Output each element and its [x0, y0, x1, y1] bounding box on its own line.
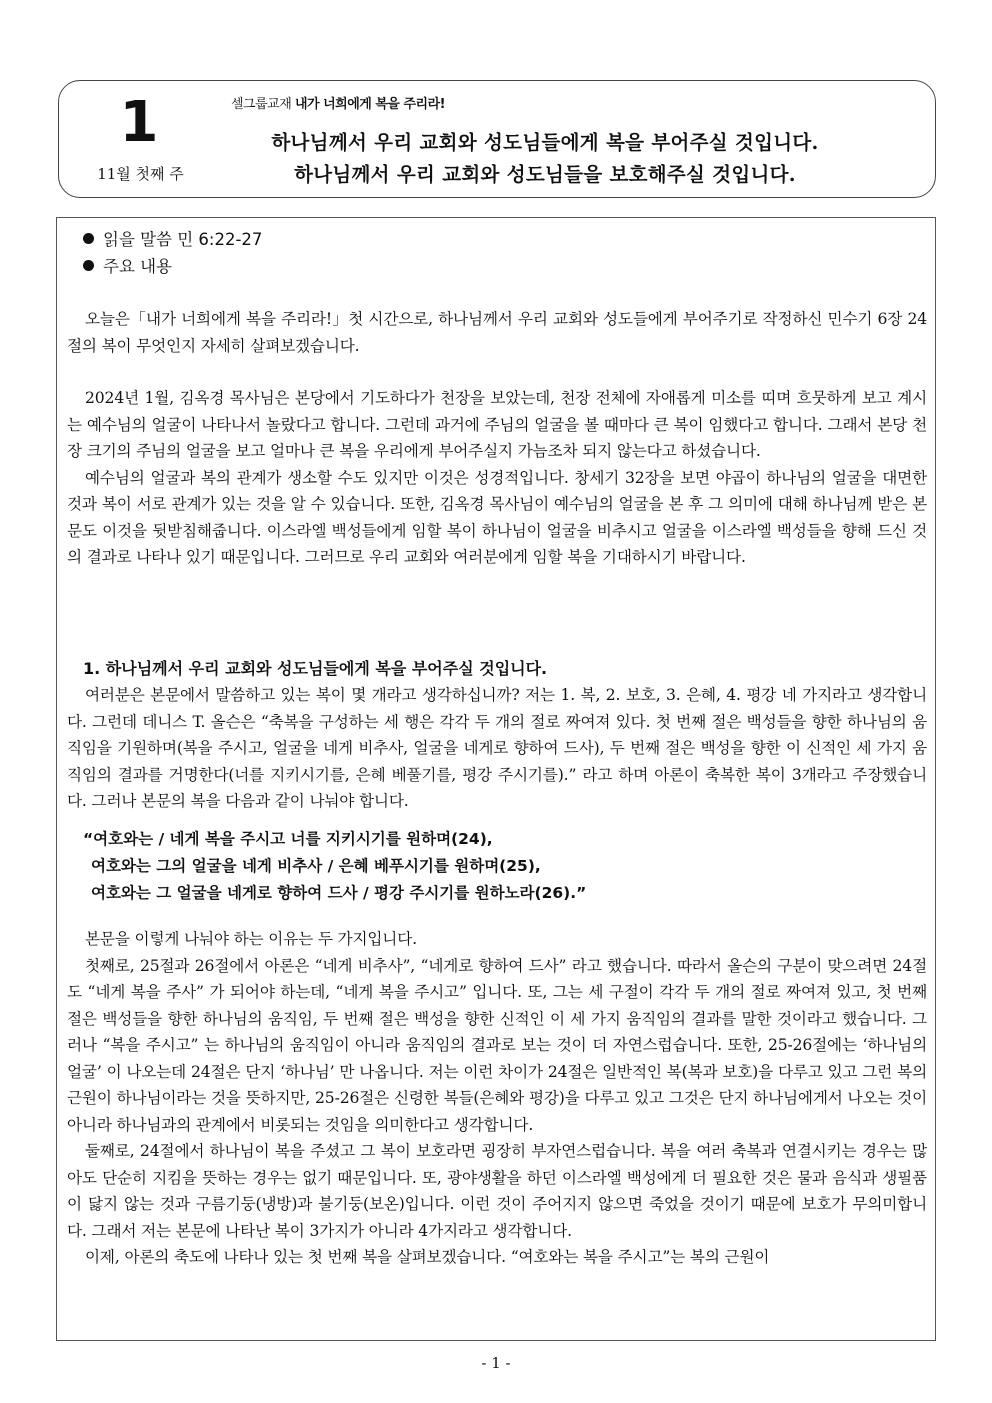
summary-text: 주요 내용 [103, 257, 173, 276]
reading-text: 읽을 말씀 민 6:22-27 [103, 230, 263, 249]
bullet-icon [83, 233, 94, 244]
quote-line: 여호와는 그 얼굴을 네게로 향하여 드사 / 평강 주시기를 원하노라(26).” [91, 884, 587, 902]
reasons-paragraph: 이제, 아론의 축도에 나타나 있는 첫 번째 복을 살펴보겠습니다. “여호와는 복을 주시고”는 복의 근원이 [85, 1248, 770, 1266]
quote-line: 여호와는 그의 얼굴을 네게 비추사 / 은혜 베푸시기를 원하며(25), [91, 857, 541, 875]
page-number: - 1 - [481, 1354, 511, 1372]
reasons-paragraph: 첫째로, 25절과 26절에서 아론은 “네게 비추사”, “네게로 향하여 드사” 라고 했습니다. 따라서 올슨의 구분이 맞으려면 24절도 “네게 복을 주사” 가 되어야 하는데, “네게 복을 주시고” 입니다. 또, 그는 세 구절이 각각 두 개의 절로 짜여져 있고, 첫 번째 절은 백성들을 향한 하나님의 움직임, 두 번째 절은 백성을 향한 신적인 이 세 가지 움직임의 결과를 말한 것이라고 했습니다. 그러나 “복을 주시고” 는 하나님의 움직임이 아니라 움직임의 결과로 보는 것이 더 자연스럽습니다. 또한, 25-26절에는 ‘하나님의 얼굴’ 이 나오는데 24절은 단지 ‘하나님’ 만 나옵니다. 저는 이런 차이가 24절은 일반적인 복(복과 보호)을 다루고 있고 그런 복의 근원이 하나님이라는 것을 뜻하지만, 25-26절은 신령한 복들(은혜와 평강)을 다루고 있고 그것은 단지 하나님에게서 나오는 것이 아니라 하나님과의 관계에서 비롯되는 것임을 의미한다고 생각합니다. [67, 956, 927, 1134]
quote-line: “여호와는 / 네게 복을 주시고 너를 지키시기를 원하며(24), [83, 830, 493, 848]
lesson-title-line2: 하나님께서 우리 교회와 성도님들을 보호해주실 것입니다. [294, 163, 796, 186]
story-paragraph: 2024년 1월, 김옥경 목사님은 본당에서 기도하다가 천장을 보았는데, 천장 전체에 자애롭게 미소를 띠며 흐뭇하게 보고 계시는 예수님의 얼굴이 나타나서 놀랐다고 합니다. 그런데 과거에 주님의 얼굴을 볼 때마다 큰 복이 임했다고 합니다. 그래서 본당 천장 크기의 주님의 얼굴을 보고 얼마나 큰 복을 우리에게 부어주실지 가늠조차 되지 않는다고 하셨습니다. [67, 389, 927, 460]
section-heading: 1. 하나님께서 우리 교회와 성도님들에게 복을 부어주실 것입니다. [83, 659, 548, 678]
lesson-number: 1 [119, 90, 159, 155]
intro-paragraph: 오늘은「내가 너희에게 복을 주리라!」첫 시간으로, 하나님께서 우리 교회와 성도들에게 부어주기로 작정하신 민수기 6장 24절의 복이 무엇인지 자세히 살펴보겠습니다. [67, 310, 927, 355]
lesson-header [58, 80, 936, 198]
story-paragraph: 예수님의 얼굴과 복의 관계가 생소할 수도 있지만 이것은 성경적입니다. 창세기 32장을 보면 야곱이 하나님의 얼굴을 대면한 것과 복이 서로 관계가 있는 것을 알 수 있습니다. 또한, 김옥경 목사님이 예수님의 얼굴을 본 후 그 의미에 대해 하나님께 받은 본문도 이것을 뒷받침해줍니다. 이스라엘 백성들에게 임할 복이 하나님이 얼굴을 비추시고 얼굴을 이스라엘 백성들을 향해 드신 것의 결과로 나타나 있기 때문입니다. 그러므로 우리 교회와 여러분에게 임할 복을 기대하시기 바랍니다. [67, 468, 927, 566]
scripture-quote [83, 826, 913, 907]
section-paragraph-block [67, 682, 927, 815]
reasons-paragraph: 본문을 이렇게 나눠야 하는 이유는 두 가지입니다. [85, 930, 417, 948]
reading-bullet [83, 226, 262, 250]
week-label: 11월 첫째 주 [97, 165, 184, 183]
series-label [231, 93, 445, 112]
bullet-icon [83, 260, 94, 271]
lesson-content [56, 217, 936, 1341]
intro-paragraph-block [67, 306, 927, 359]
reasons-paragraph-block [67, 926, 927, 1271]
summary-bullet [83, 253, 172, 277]
section-paragraph: 여러분은 본문에서 말씀하고 있는 복이 몇 개라고 생각하십니까? 저는 1. 복, 2. 보호, 3. 은혜, 4. 평강 네 가지라고 생각합니다. 그런데 데니스 T. 올슨은 “축복을 구성하는 세 행은 각각 두 개의 절로 짜여져 있다. 첫 번째 절은 백성들을 향한 하나님의 움직임을 기원하며(복을 주시고, 얼굴을 네게 비추사, 얼굴을 네게로 향하여 드사), 두 번째 절은 백성을 향한 이 신적인 세 가지 움직임의 결과를 거명한다(너를 지키시기를, 은혜 베풀기를, 평강 주시기를).” 라고 하며 아론이 축복한 복이 3개라고 주장했습니다. 그러나 본문의 복을 다음과 같이 나눠야 합니다. [67, 686, 927, 810]
reasons-paragraph: 둘째로, 24절에서 하나님이 복을 주셨고 그 복이 보호라면 굉장히 부자연스럽습니다. 복을 여러 축복과 연결시키는 경우는 많아도 단순히 지킴을 뜻하는 경우는 없기 때문입니다. 또, 광야생활을 하던 이스라엘 백성에게 더 필요한 것은 물과 음식과 생필품이 닳지 않는 것과 구름기둥(냉방)과 불기둥(보온)입니다. 이런 것이 주어지지 않으면 죽었을 것이기 때문에 보호가 무의미합니다. 그래서 저는 본문에 나타난 복이 3가지가 아니라 4가지라고 생각합니다. [67, 1142, 927, 1240]
series-prefix: 셀그룹교재 [231, 97, 292, 112]
story-paragraph-block [67, 385, 927, 571]
series-title: 내가 너희에게 복을 주리라! [294, 97, 446, 112]
lesson-title-line1: 하나님께서 우리 교회와 성도님들에게 복을 부어주실 것입니다. [271, 131, 819, 154]
